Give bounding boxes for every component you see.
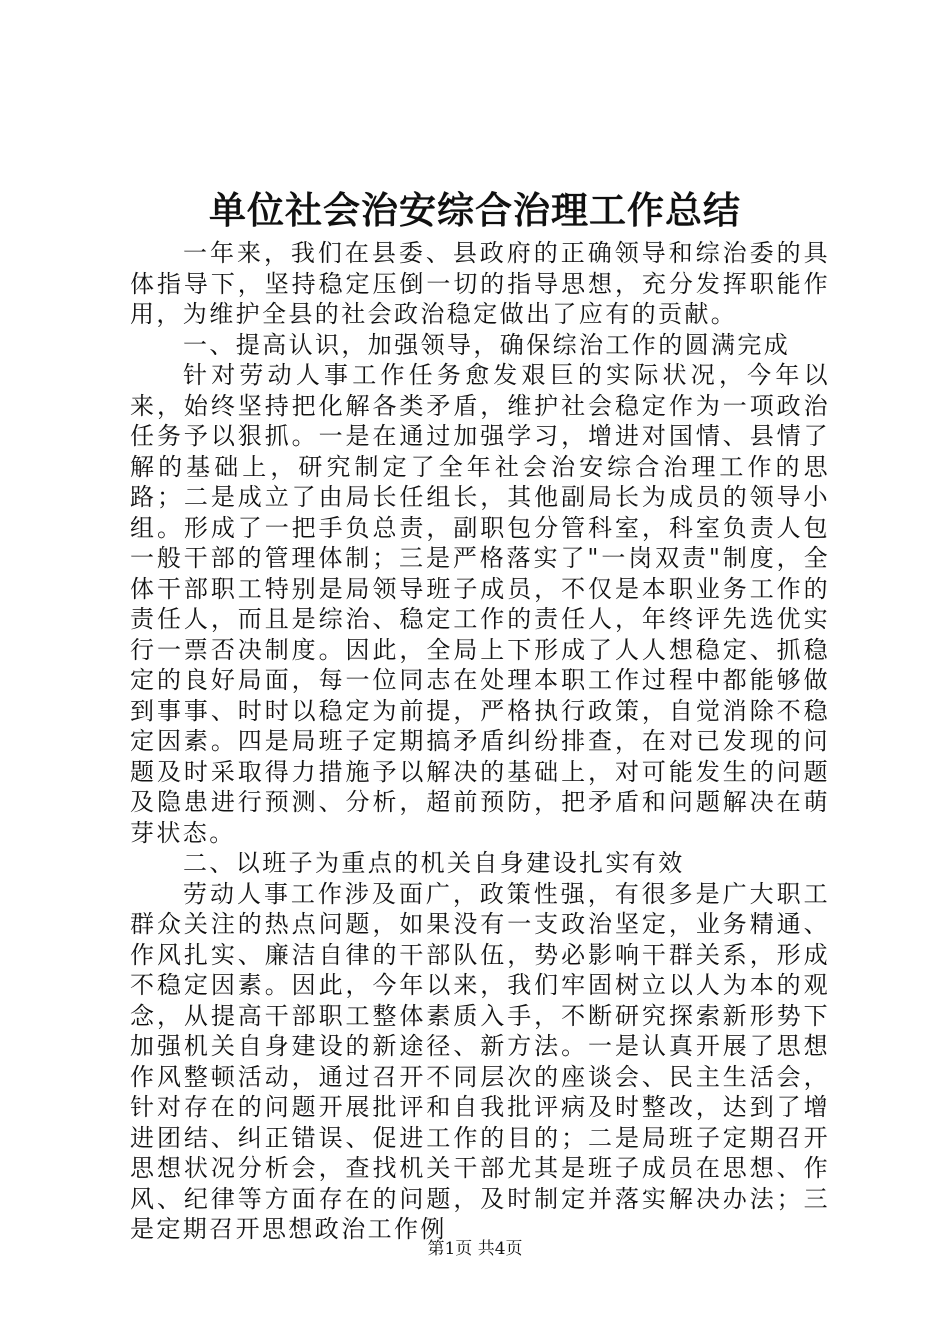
- section-heading-1: 一、提高认识，加强领导，确保综治工作的圆满完成: [183, 330, 791, 359]
- intro-paragraph: 一年来，我们在县委、县政府的正确领导和综治委的具体指导下，坚持稳定压倒一切的指导思想，充分发挥职能作用，为维护全县的社会政治稳定做出了应有的贡献。: [130, 239, 830, 328]
- section-heading-2: 二、以班子为重点的机关自身建设扎实有效: [183, 849, 685, 877]
- section-2-paragraph: 劳动人事工作涉及面广，政策性强，有很多是广大职工群众关注的热点问题，如果没有一支政治坚定，业务精通、作风扎实、廉洁自律的干部队伍，势必影响干群关系，形成不稳定因素。因此，今年以来，我们牢固树立以人为本的观念，从提高干部职工整体素质入手，不断研究探索新形势下加强机关自身建设的新途径、新方法。一是认真开展了思想作风整顿活动，通过召开不同层次的座谈会、民主生活会，针对存在的问题开展批评和自我批评病及时整改，达到了增进团结、纠正错误、促进工作的目的；二是局班子定期召开思想状况分析会，查找机关干部尤其是班子成员在思想、作风、纪律等方面存在的问题，及时制定并落实解决办法；三是定期召开思想政治工作例: [130, 879, 830, 1243]
- document-body: [130, 238, 830, 1245]
- page-footer: 第1页 共4页: [427, 1239, 523, 1259]
- section-1-paragraph: 针对劳动人事工作任务愈发艰巨的实际状况，今年以来，始终坚持把化解各类矛盾，维护社会稳定作为一项政治任务予以狠抓。一是在通过加强学习，增进对国情、县情了解的基础上，研究制定了全年社会治安综合治理工作的思路；二是成立了由局长任组长，其他副局长为成员的领导小组。形成了一把手负总责，副职包分管科室，科室负责人包一般干部的管理体制；三是严格落实了"一岗双责"制度，全体干部职工特别是局领导班子成员，不仅是本职业务工作的责任人，而且是综治、稳定工作的责任人，年终评先选优实行一票否决制度。因此，全局上下形成了人人想稳定、抓稳定的良好局面，每一位同志在处理本职工作过程中都能够做到事事、时时以稳定为前提，严格执行政策，自觉消除不稳定因素。四是局班子定期搞矛盾纠纷排查，在对已发现的问题及时采取得力措施予以解决的基础上，对可能发生的问题及隐患进行预测、分析，超前预防，把矛盾和问题解决在萌芽状态。: [130, 361, 830, 847]
- document-title: 单位社会治安综合治理工作总结: [209, 188, 741, 232]
